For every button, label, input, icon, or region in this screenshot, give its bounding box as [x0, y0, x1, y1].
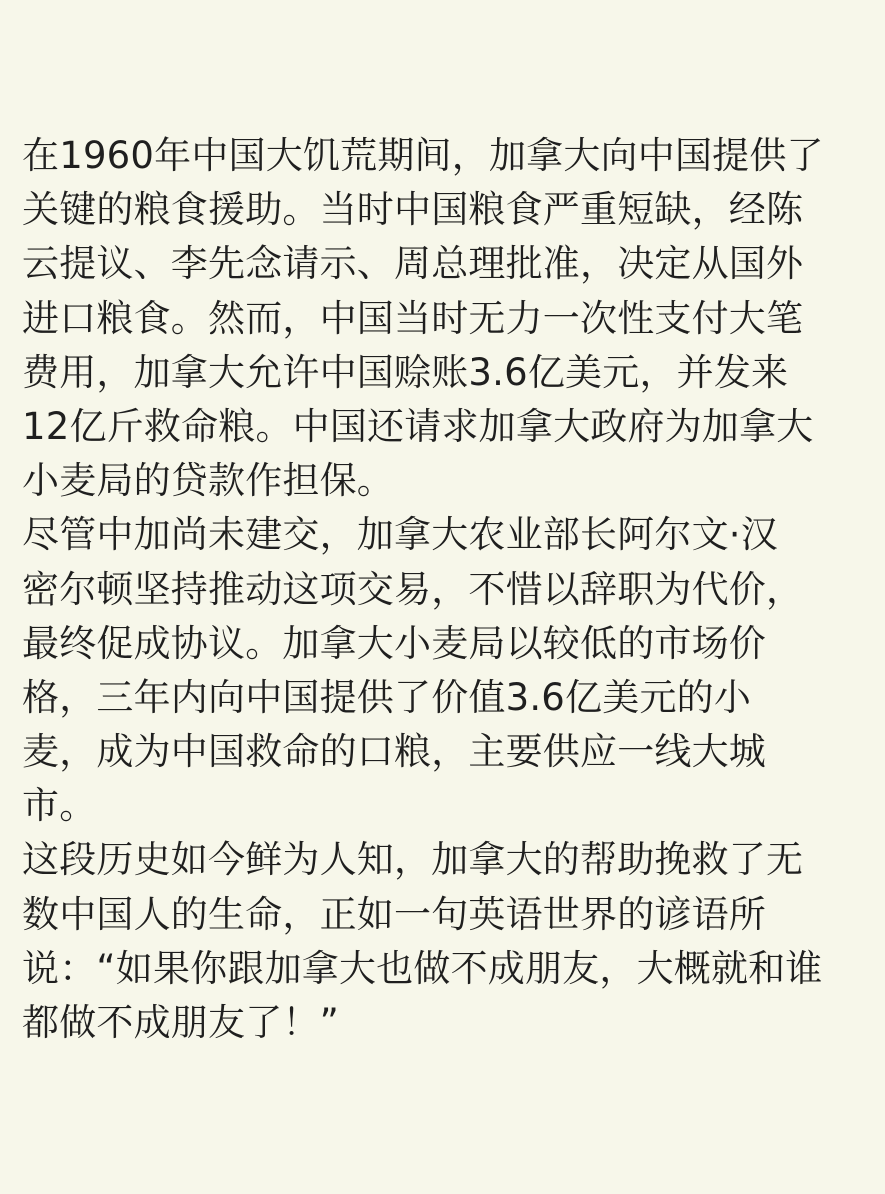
text-line-2: 关键的粮食援助。当时中国粮食严重短缺，经陈: [22, 188, 804, 232]
text-line-1: 在1960年中国大饥荒期间，加拿大向中国提供了: [22, 134, 824, 177]
text-line-16: 说：“如果你跟加拿大也做不成朋友，大概就和谁: [22, 946, 823, 990]
text-line-17: 都做不成朋友了！”: [22, 1001, 339, 1044]
text-line-10: 最终促成协议。加拿大小麦局以较低的市场价: [22, 621, 766, 665]
text-line-15: 数中国人的生命，正如一句英语世界的谚语所: [22, 892, 766, 936]
text-line-11: 格，三年内向中国提供了价值3.6亿美元的小: [22, 675, 752, 719]
text-line-3: 云提议、李先念请示、周总理批准，决定从国外: [22, 242, 804, 286]
text-line-7: 小麦局的贷款作担保。: [22, 459, 394, 503]
text-line-8: 尽管中加尚未建交，加拿大农业部长阿尔文·汉: [22, 513, 778, 557]
article-text: [22, 129, 867, 1050]
text-line-13: 市。: [22, 784, 97, 828]
text-line-5: 费用，加拿大允许中国赊账3.6亿美元，并发来: [22, 350, 789, 394]
text-line-6: 12亿斤救命粮。中国还请求加拿大政府为加拿大: [22, 404, 814, 448]
text-line-12: 麦，成为中国救命的口粮，主要供应一线大城: [22, 730, 766, 774]
text-line-4: 进口粮食。然而，中国当时无力一次性支付大笔: [22, 296, 804, 340]
text-line-9: 密尔顿坚持推动这项交易，不惜以辞职为代价，: [22, 567, 804, 611]
text-line-14: 这段历史如今鲜为人知，加拿大的帮助挽救了无: [22, 838, 804, 882]
